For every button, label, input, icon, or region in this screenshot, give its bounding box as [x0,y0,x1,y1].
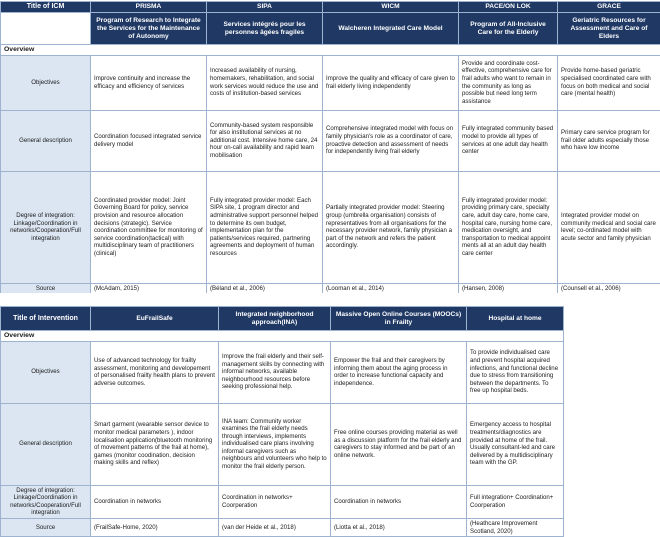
table-cell: Smart garment (wearable sensor device to monitor medical parameters ), indoor localisation application(bluetooth monitoring of movement patterns of the frail at home), games (monitor coodination, decision making skills and reflex) [91,403,219,485]
table-cell: Full integration+ Coordination+ Coorperation [467,485,564,518]
table2-overview-row [1,331,564,342]
table-cell: Comprehensive integrated model with focus on family physician's role as a coordinator of care, proactive detection and assessment of needs for independently living frail elderly [323,110,459,171]
table1-header-grace: GRACE [558,2,660,13]
table-cell: Community-based system responsible for also institutional services at no additional cost. Intensive home care, 24 hour on-call availability and rapid team mobilisation [207,110,323,171]
table2-header-eufrailsafe: EuFrailSafe [91,307,219,331]
table-cell: Increased availability of nursing, homemakers, rehabilitation, and social work services would reduce the use and costs of institution-based services [207,55,323,110]
table1-header-wicm: WICM [323,2,459,13]
table1-row-general-description [1,110,660,171]
table-cell: (Looman et al., 2014) [323,283,459,294]
table1-subheader-row [1,13,660,45]
row-label: Degree of integration: Linkage/Coordination in networks/Cooperation/Full integration [1,485,91,518]
table1-overview-row [1,45,660,56]
table1-subheader-wicm: Walcheren Integrated Care Model [323,13,459,45]
row-label: Objectives [1,341,91,403]
table-cell: Coordinated provider model: Joint Governing Board for policy, service provision and resource allocation decisions (strategic). Service coordination committee for monitoring of service coordination(tactical) with multidisciplinary team of practitioners (clinical) [91,171,207,283]
table1-header-row [1,2,660,13]
table-cell: (FrailSafe-Home, 2020) [91,518,219,536]
row-label: Objectives [1,55,91,110]
table-cell: Emergency access to hospital treatments/diagnostics are provided at home of the frail. Usually consultant-led and care delivered by a multidisciplinary team with the GP. [467,403,564,485]
table1-row-objectives [1,55,660,110]
table2-row-degree-of-integration [1,485,564,518]
row-label: General description [1,110,91,171]
table-cell: Provide home-based geriatric specialised coordinated care with focus on both medical and social care (mental health) [558,55,660,110]
icm-comparison-table [0,1,660,294]
table-cell: (Counsell et al., 2006) [558,283,660,294]
table-cell: (Hansen, 2008) [459,283,558,294]
table-cell: Improve continuity and increase the efficacy and efficiency of services [91,55,207,110]
table-cell: Improve the frail elderly and their self-management skills by connecting with informal networks, available neighbourhood resources before seeking professional help. [219,341,331,403]
row-label: Source [1,283,91,294]
table-cell: Coordination in networks [91,485,219,518]
row-label: Source [1,518,91,536]
table1-title-header: Title of ICM [1,2,91,13]
table1-overview-label: Overview [1,45,660,56]
table-cell: Empower the frail and their caregivers by informing them about the aging process in order to increase functional capacity and independence. [331,341,467,403]
table-cell: Use of advanced technology for frailty assessment, monitoring and developement of personalised frailty health plans to prevent adverse outcomes. [91,341,219,403]
table-cell: (McAdam, 2015) [91,283,207,294]
table-cell: (Liotta et al., 2018) [331,518,467,536]
table-cell: Fully integrated provider model: Each SIPA site, 1 program director and administrative support personnel helped to determine its own budget, implementation plan for the patients/services required, partnering agreements and deployment of human resources [207,171,323,283]
table-cell: Fully integrated provider model: providing primary care, specialty care, adult day care, home care, hospital care, nursing home care, medication oversight, and transportation to medical appoint ments all at an adult day health care center [459,171,558,283]
table-cell: (Heathcare Improvement Scotland, 2020) [467,518,564,536]
table1-subheader-prisma: Program of Research to Integrate the Services for the Maintenance of Autonomy [91,13,207,45]
table-cell: Improve the quality and efficacy of care given to frail elderly living independently [323,55,459,110]
table1-subheader-grace: Geriatric Resources for Assessment and Care of Elders [558,13,660,45]
tables-separator [0,293,660,306]
table2-row-objectives [1,341,564,403]
table-cell: INA team: Community worker examines the frail elderly needs through interviews, implements individualised care plans involving informal caregivers such as neighbours and volunteers who help to monitor the frail elderly person. [219,403,331,485]
table1-subheader-sipa: Services intégrés pour les personnes âgées fragiles [207,13,323,45]
intervention-comparison-table [0,306,564,537]
table-cell: Integrated provider model on community medical and social care level; co-ordinated model with acute sector and family physician [558,171,660,283]
row-label: Degree of integration: Linkage/Coordination in networks/Cooperation/Full integration [1,171,91,283]
table2-header-row [1,307,564,331]
table-cell: Fully integrated community based model to provide all types of services at one adult day health center [459,110,558,171]
table2-header-moocs: Massive Open Online Courses (MOOCs) in Frailty [331,307,467,331]
table-cell: Free online courses providing material as well as a discussion platform for the frail elderly and caregivers to stay informed and be part of an online network. [331,403,467,485]
table2-row-general-description [1,403,564,485]
table-cell: Coordination in networks+ Coorperation [219,485,331,518]
table-cell: Coordination focused integrated service delivery model [91,110,207,171]
table-cell: (Béland et al., 2006) [207,283,323,294]
table1-header-pace: PACE/ON LOK [459,2,558,13]
table1-header-prisma: PRISMA [91,2,207,13]
table-cell: (van der Heide et al., 2018) [219,518,331,536]
table1-subheader-pace: Program of All-Inclusive Care for the Elderly [459,13,558,45]
row-label: General description [1,403,91,485]
table1-subheader-blank [1,13,91,45]
table1-row-degree-of-integration [1,171,660,283]
table2-row-source [1,518,564,536]
table-cell: Primary care service program for frail older adults especially those who have low income [558,110,660,171]
table2-header-ina: Integrated neighborhood approach(INA) [219,307,331,331]
table-cell: Coordination in networks [331,485,467,518]
table2-title-header: Title of Intervention [1,307,91,331]
table1-header-sipa: SIPA [207,2,323,13]
table-cell: To provide individualised care and prevent hospital acquired infections, and functional decline due to stress from transitioning between the departments. To free up hospital beds. [467,341,564,403]
table-cell: Provide and coordinate cost-effective, comprehensive care for frail adults who want to remain in the community as long as possible but need long term assistance [459,55,558,110]
table-cell: Partially integrated provider model: Steering group (umbrella organisation) consists of representatives from all organisations for the necessary provider network, family physician a part of the network and refers the patient accordingly. [323,171,459,283]
table2-header-hospital-at-home: Hospital at home [467,307,564,331]
table2-overview-label: Overview [1,331,564,342]
